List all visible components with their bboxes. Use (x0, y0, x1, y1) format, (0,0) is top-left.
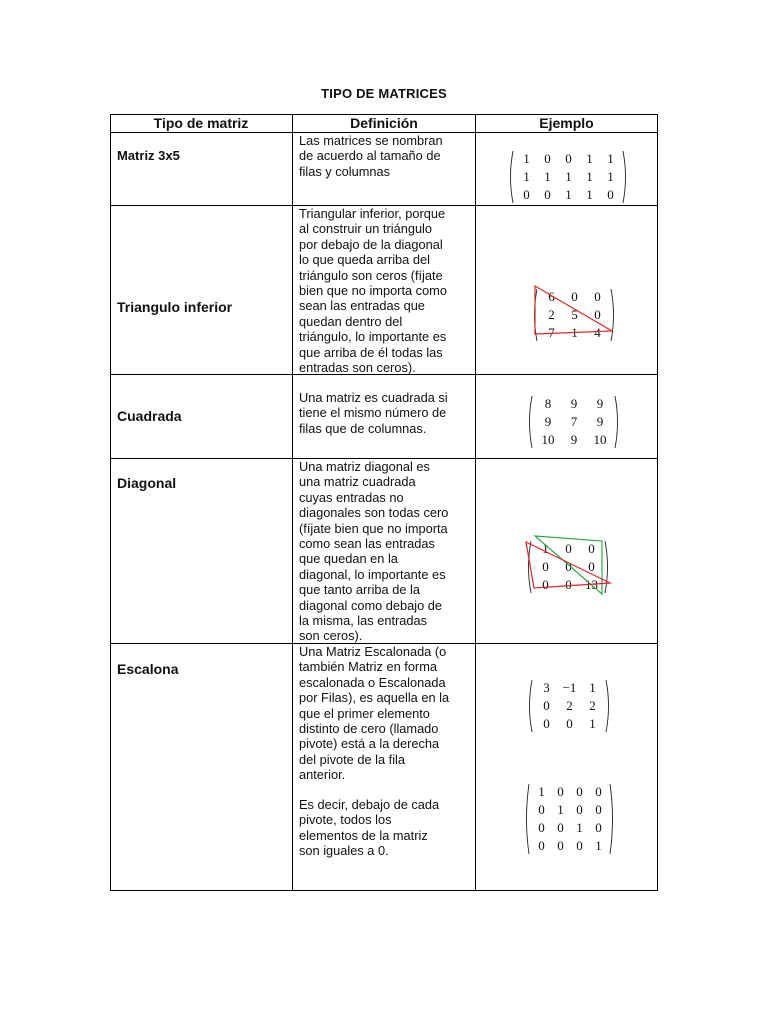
left-paren (511, 151, 514, 203)
matrix-entry: 0 (576, 784, 583, 799)
matrix-entry: 1 (607, 151, 614, 166)
matrix-entry: 0 (595, 820, 602, 835)
matrix-entry: 0 (538, 802, 545, 817)
left-paren (527, 784, 530, 854)
matrix-entry: 10 (541, 432, 555, 447)
matrix-entry: 6 (548, 289, 555, 304)
matrix-entry: 2 (548, 307, 555, 322)
matrix-entry: 9 (544, 414, 552, 429)
page-title: TIPO DE MATRICES (321, 86, 447, 101)
row-definicion-cuadrada: Una matriz es cuadrada si tiene el mismo número de filas que de columnas. (299, 390, 448, 436)
row-tipo-triangulo-inferior: Triangulo inferior (117, 299, 233, 315)
matrix-entry: 0 (571, 289, 578, 304)
row-tipo-cuadrada: Cuadrada (117, 408, 182, 424)
matrix-entry: 7 (548, 325, 555, 340)
row-definicion-triangulo-inferior: Triangular inferior, porque al construir un triángulo por debajo de la diagonal lo que queda arriba del triángulo son ceros (fíjate bien que no importa como sean las entradas que quedan dentro del triángulo, lo importante es que arriba de él todas las entradas son ceros). (299, 206, 447, 376)
matrix-entry: 2 (566, 698, 573, 713)
matrix-entry: 0 (565, 577, 572, 592)
matrix-entry: 0 (576, 838, 583, 853)
matrix-entry: 13 (585, 577, 598, 592)
row-definicion-escalona: Una Matriz Escalonada (o también Matriz en forma escalonada o Escalonada por Filas), es aquella en la que el primer elemento distinto de cero (llamado pivote) está a la derecha del pivote de la fila anterior. (299, 644, 450, 783)
matrix-entry: 0 (565, 151, 572, 166)
matrix-entry: 7 (570, 414, 578, 429)
matrix-entry: 0 (542, 577, 549, 592)
matrix-entry: 0 (557, 820, 564, 835)
matrix-entry: 1 (565, 169, 572, 184)
right-paren (605, 541, 608, 593)
matrix-entry: 1 (607, 169, 614, 184)
matrix-example-escalona-2 (524, 781, 610, 857)
matrix-entry: 0 (543, 716, 550, 731)
matrix-entry: 0 (576, 802, 583, 817)
left-paren (530, 680, 533, 732)
matrix-entry: 0 (607, 187, 614, 202)
matrix-entry: 3 (543, 680, 550, 695)
matrix-entry: 0 (565, 559, 572, 574)
matrix-entry: 2 (589, 698, 596, 713)
matrix-entry: 0 (595, 802, 602, 817)
matrix-entry: 1 (523, 169, 530, 184)
matrix-example-escalona-1 (527, 677, 605, 735)
matrix-entry: 9 (596, 396, 604, 411)
matrix-entry: 1 (576, 820, 583, 835)
row-definicion-matriz-3x5: Las matrices se nombran de acuerdo al tamaño de filas y columnas (299, 133, 443, 179)
matrix-entry: 0 (542, 559, 549, 574)
matrix-entry: 1 (595, 838, 602, 853)
matrix-entry: 1 (565, 187, 572, 202)
matrix-entry: 0 (523, 187, 530, 202)
matrix-entry: 1 (542, 541, 549, 556)
matrix-entry: −1 (562, 680, 577, 695)
matrix-entry: 0 (594, 307, 601, 322)
matrix-entry: 10 (593, 432, 607, 447)
matrix-entry: 1 (538, 784, 545, 799)
matrix-entry: 8 (544, 396, 552, 411)
matrix-entry: 0 (588, 541, 595, 556)
right-paren (611, 289, 614, 341)
matrix-example-triangulo-inferior (532, 286, 614, 344)
header-definicion: Definición (350, 115, 418, 131)
matrix-entry: 0 (565, 541, 572, 556)
matrix-example-3x5 (508, 148, 624, 206)
matrix-entry: 1 (523, 151, 530, 166)
left-paren (530, 396, 533, 448)
matrix-entry: 0 (543, 698, 550, 713)
row-definicion-escalona-2: Es decir, debajo de cada pivote, todos los elementos de la matriz son iguales a 0. (299, 797, 440, 859)
row-tipo-matriz-3x5: Matriz 3x5 (117, 148, 180, 163)
matrix-entry: 0 (538, 820, 545, 835)
matrix-example-cuadrada (527, 393, 609, 451)
matrix-entry: 1 (586, 151, 593, 166)
row-tipo-escalona: Escalona (117, 661, 179, 677)
matrix-entry: 0 (544, 151, 551, 166)
matrix-entry: 1 (589, 716, 596, 731)
matrix-entry: 0 (566, 716, 573, 731)
matrix-entry: 9 (570, 432, 578, 447)
matrix-entry: 4 (594, 325, 601, 340)
matrix-entry: 1 (589, 680, 596, 695)
matrix-entry: 9 (596, 414, 604, 429)
row-tipo-diagonal: Diagonal (117, 475, 177, 491)
matrix-entry: 0 (557, 784, 564, 799)
matrix-entry: 1 (544, 169, 551, 184)
matrix-entry: 5 (571, 307, 578, 322)
matrix-entry: 1 (571, 325, 578, 340)
matrix-entry: 9 (570, 396, 578, 411)
header-ejemplo: Ejemplo (539, 115, 594, 131)
matrix-entry: 1 (586, 169, 593, 184)
header-tipo: Tipo de matriz (153, 115, 249, 131)
matrix-entry: 0 (538, 838, 545, 853)
matrix-entry: 1 (586, 187, 593, 202)
matrix-entry: 0 (594, 289, 601, 304)
matrix-entry: 0 (557, 838, 564, 853)
row-definicion-diagonal: Una matriz diagonal es una matriz cuadrada cuyas entradas no diagonales son todas cero (fíjate bien que no importa como sean las entradas que quedan en la diagonal, lo importante es que tanto arriba de la diagonal como debajo de la misma, las entradas son ceros). (299, 459, 449, 644)
matrix-entry: 1 (557, 802, 564, 817)
matrix-example-diagonal (526, 538, 612, 598)
matrix-entry: 0 (595, 784, 602, 799)
matrix-entry: 0 (544, 187, 551, 202)
matrix-entry: 0 (588, 559, 595, 574)
